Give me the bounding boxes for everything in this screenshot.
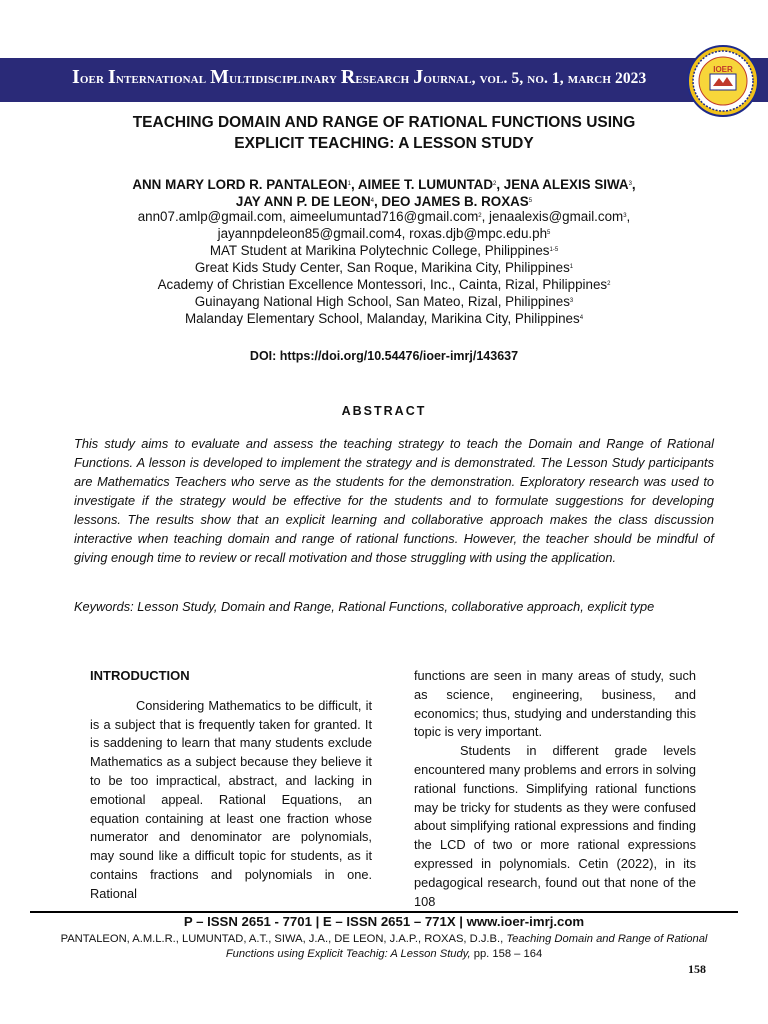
affiliation: Great Kids Study Center, San Roque, Marikina City, Philippines$^1$: [194, 260, 574, 275]
footer-divider: [30, 911, 738, 913]
affiliation: Guinayang National High School, San Mateo, Rizal, Philippines$^3$: [194, 294, 574, 309]
svg-text:IOER: IOER: [713, 65, 733, 74]
journal-title: Ioer International Multidisciplinary Research Journal, vol. 5, no. 1, march 2023: [72, 66, 647, 88]
right-column: [414, 667, 696, 909]
body-paragraph: Considering Mathematics to be difficult, it is a subject that is frequently taken for granted. It is saddening to learn that many students exclude Mathematics as a subject because they believe it to be too impractical, abstract, and lacking in emotional appeal. Rational Equations, an equation containing at least one fraction whose numerator and denominator are polynomials, may sound like a difficult topic for students, as it contains fractions and polynomials in one. Rational: [90, 697, 372, 901]
issn-line: P – ISSN 2651 - 7701 | E – ISSN 2651 – 771X | www.ioer-imrj.com: [183, 914, 585, 929]
citation: PANTALEON, A.M.L.R., LUMUNTAD, A.T., SIWA, J.A., DE LEON, J.A.P., ROXAS, D.J.B., Teaching Domain and Range of Rational Functions using Explicit Teachig: A Lesson Study, pp. 158 – 164: [60, 933, 708, 960]
affiliations-block: [60, 208, 708, 327]
affiliation: Malanday Elementary School, Malanday, Marikina City, Philippines$^4$: [184, 311, 584, 326]
introduction-heading: INTRODUCTION: [90, 668, 190, 683]
left-column: [90, 667, 372, 909]
page-number: 158: [688, 962, 706, 976]
email-list: ann07.amlp@gmail.com, aimeelumuntad716@gmail.com$^2$, jenaalexis@gmail.com$^3$,: [137, 209, 631, 224]
author-list: ANN MARY LORD R. PANTALEON$^1$, AIMEE T. LUMUNTAD$^2$, JENA ALEXIS SIWA$^3$, JAY ANN P. DE LEON$^4$, DEO JAMES B. ROXAS$^5$: [132, 177, 636, 209]
paper-title: TEACHING DOMAIN AND RANGE OF RATIONAL FUNCTIONS USING EXPLICIT TEACHING: A LESSON STUDY: [132, 114, 636, 152]
keywords: Keywords: Lesson Study, Domain and Range, Rational Functions, collaborative approach, explicit type: [74, 599, 655, 614]
abstract-heading: ABSTRACT: [341, 404, 427, 418]
doi-link[interactable]: DOI: https://doi.org/10.54476/ioer-imrj/143637: [249, 349, 519, 363]
journal-logo-icon: [686, 44, 760, 118]
abstract-text: This study aims to evaluate and assess the teaching strategy to teach the Domain and Range of Rational Functions. A lesson is developed to implement the strategy and is demonstrated. The Lesson Study participants are Mathematics Teachers who serve as the students for the demonstration. Exploratory research was used to investigate if the strategy would be effective for the students and to formulate suggestions for developing lessons. The results show that an explicit learning and collaborative approach makes the class discussion interactive when teaching domain and range of rational functions. However, the teacher should be mindful of giving enough time to review or recall motivation and those struggling with using the application.: [74, 436, 714, 565]
affiliation: MAT Student at Marikina Polytechnic College, Philippines$^{1-5}$: [209, 243, 559, 258]
affiliation: Academy of Christian Excellence Montessori, Inc., Cainta, Rizal, Philippines$^2$: [157, 277, 611, 292]
email-list: jayannpdeleon85@gmail.com4, $roxas.djb@mpc.edu.ph^5$: [217, 226, 551, 241]
body-paragraph: functions are seen in many areas of study, such as science, engineering, business, and economics; thus, studying and understanding this topic is very important.: [414, 668, 696, 740]
body-paragraph: Students in different grade levels encountered many problems and errors in solving rational functions. Simplifying rational functions may be tricky for students as they were confused about simplifying rational expressions and finding the LCD of two or more rational expressions expressed in polynomials. Cetin (2022), in its pedagogical research, found out that none of the 108: [414, 743, 696, 909]
